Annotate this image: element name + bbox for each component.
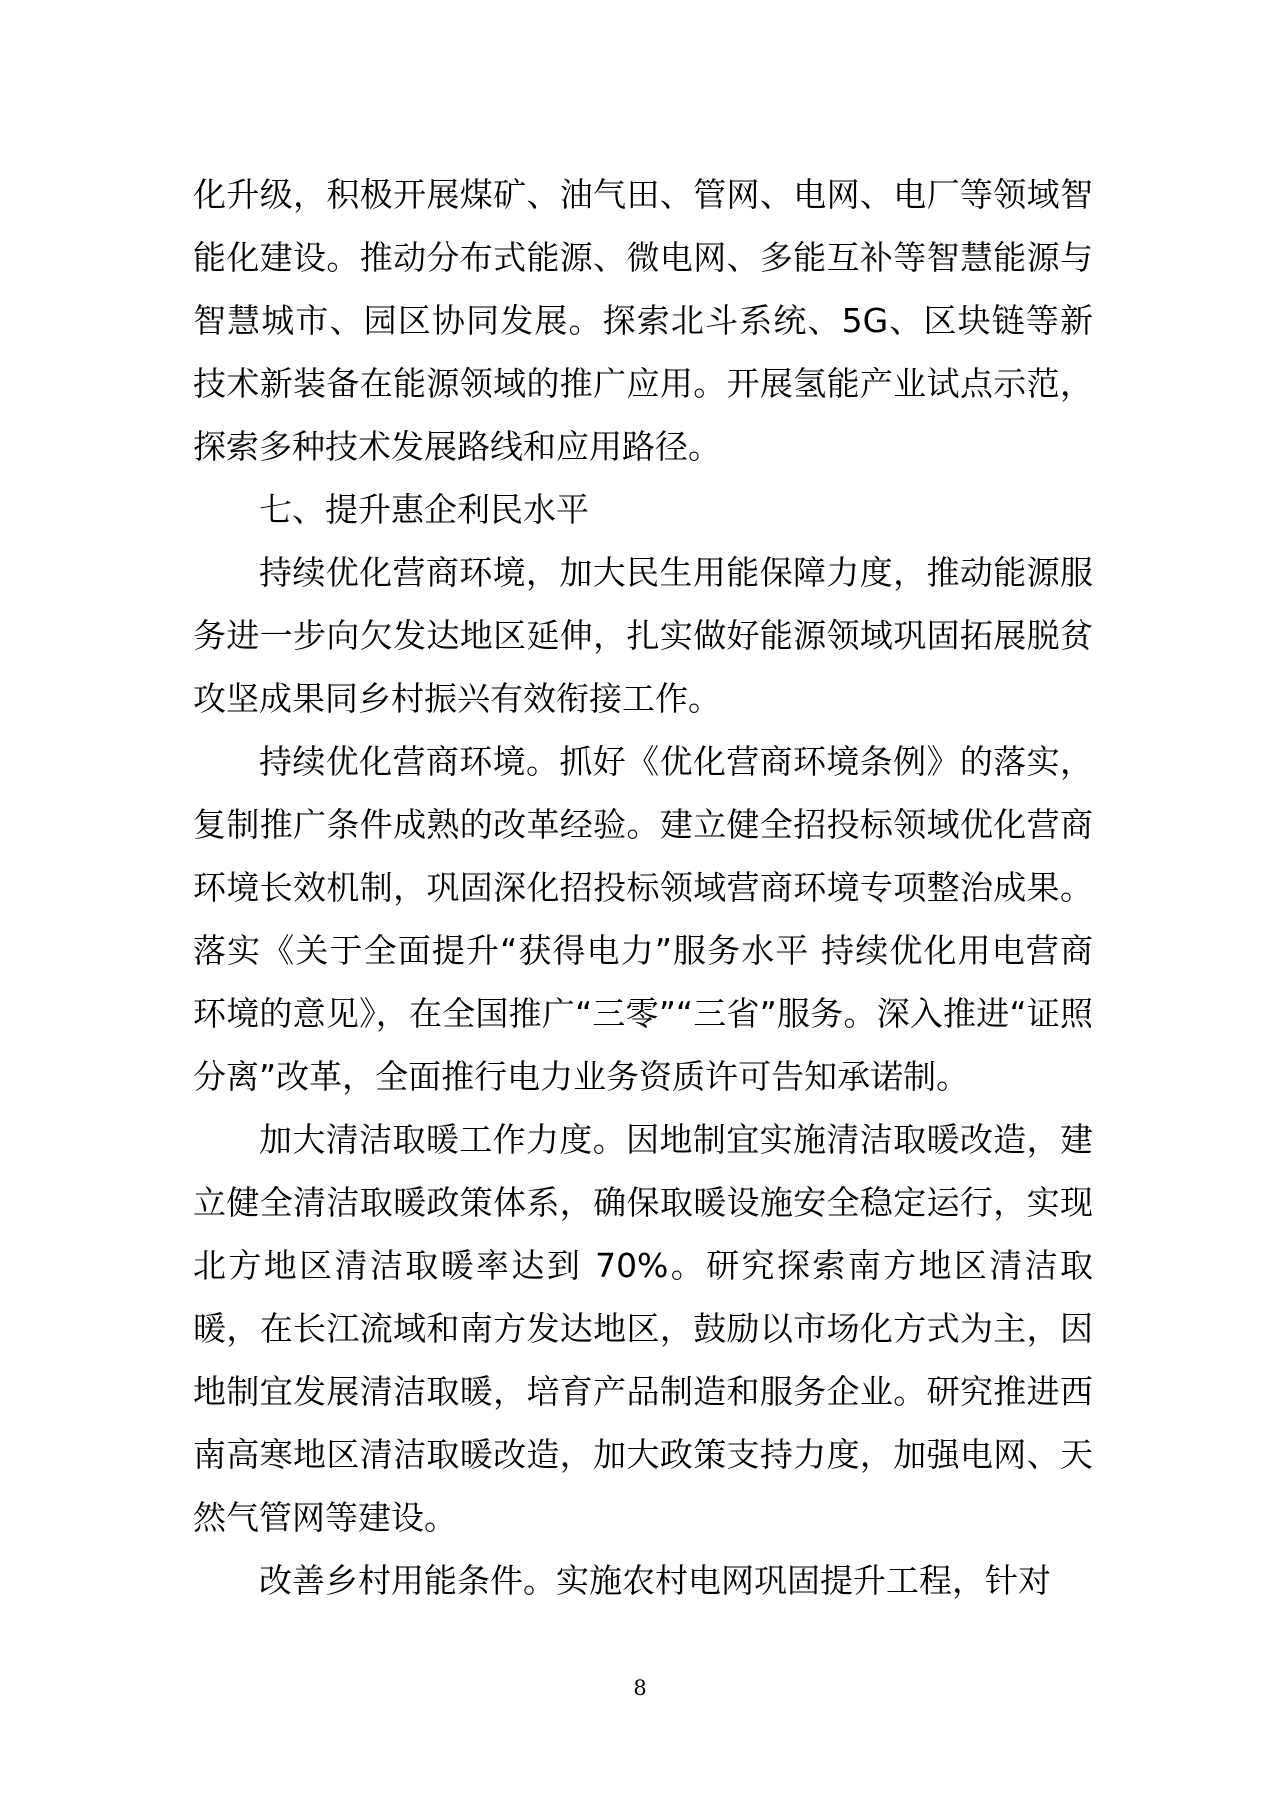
paragraph-section-intro: 持续优化营商环境，加大民生用能保障力度，推动能源服务进一步向欠发达地区延伸，扎实做好能源领域巩固拓展脱贫攻坚成果同乡村振兴有效衔接工作。 [193,553,1093,718]
paragraph-business-environment: 持续优化营商环境。抓好《优化营商环境条例》的落实，复制推广条件成熟的改革经验。建立健全招投标领域优化营商环境长效机制，巩固深化招投标领域营商环境专项整治成果。落实《关于全面提升“获得电力”服务水平 持续优化用电营商环境的意见》，在全国推广“三零”“三省”服务。深入推进“证照分离”改革，全面推行电力业务资质许可告知承诺制。 [193,742,1093,1096]
paragraph-rural-energy: 改善乡村用能条件。实施农村电网巩固提升工程，针对 [259,1561,1051,1600]
body-text [193,163,1093,1612]
page-number: 8 [633,1676,647,1700]
paragraph-digitalization-continued: 化升级，积极开展煤矿、油气田、管网、电网、电厂等领域智能化建设。推动分布式能源、微电网、多能互补等智慧能源与智慧城市、园区协同发展。探索北斗系统、5G、区块链等新技术新装备在能源领域的推广应用。开展氢能产业试点示范，探索多种技术发展路线和应用路径。 [193,175,1093,466]
section-heading-seven: 七、提升惠企利民水平 [259,490,589,529]
paragraph-clean-heating: 加大清洁取暖工作力度。因地制宜实施清洁取暖改造，建立健全清洁取暖政策体系，确保取暖设施安全稳定运行，实现北方地区清洁取暖率达到 70%。研究探索南方地区清洁取暖，在长江流域和南方发达地区，鼓励以市场化方式为主，因地制宜发展清洁取暖，培育产品制造和服务企业。研究推进西南高寒地区清洁取暖改造，加大政策支持力度，加强电网、天然气管网等建设。 [193,1120,1093,1537]
